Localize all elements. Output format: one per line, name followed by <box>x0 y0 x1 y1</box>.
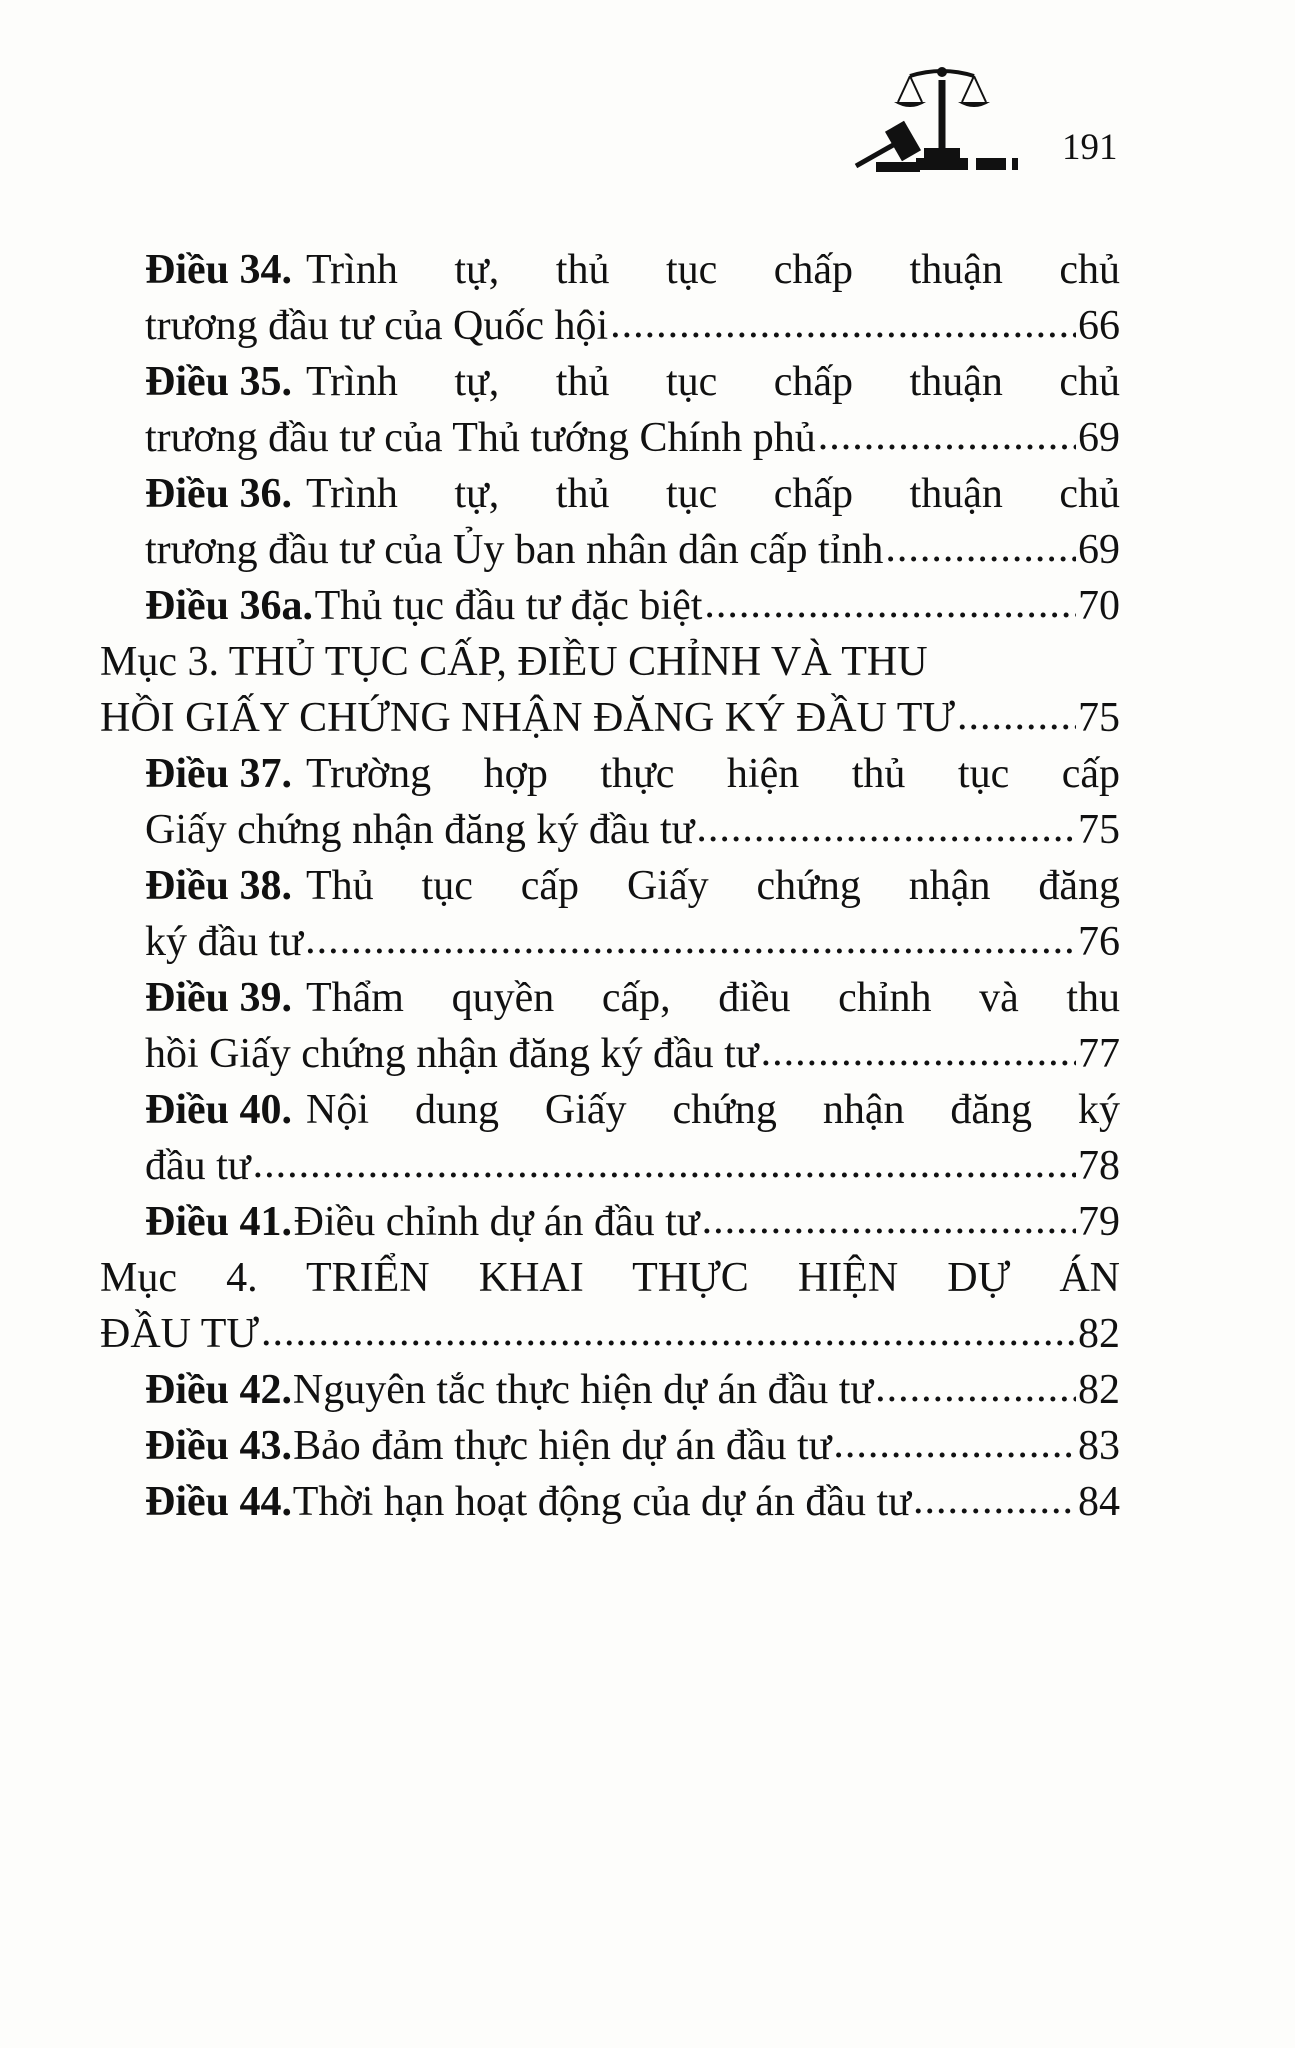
toc-entry-dieu-36-cont[interactable] <box>145 520 1120 580</box>
toc-entry-title: Bảo đảm thực hiện dự án đầu tư <box>293 1423 832 1469</box>
toc-entry-title: ký đầu tư <box>145 919 304 965</box>
toc-section-title: Mục 4. TRIỂN KHAI THỰC HIỆN DỰ ÁN <box>100 1255 1120 1301</box>
toc-entry-title: Giấy chứng nhận đăng ký đầu tư <box>145 807 695 853</box>
toc-entry-title: Điều chỉnh dự án đầu tư <box>293 1199 700 1245</box>
toc-entry-dieu-40-cont[interactable] <box>145 1136 1120 1196</box>
toc-entry-label: Điều 37. <box>145 751 292 797</box>
toc-entry-title: Trình tự, thủ tục chấp thuận chủ <box>306 471 1120 517</box>
toc-entry-dieu-41[interactable] <box>145 1192 1120 1252</box>
dot-leader <box>761 1022 1076 1082</box>
toc-entry-dieu-43[interactable] <box>145 1416 1120 1476</box>
toc-page-number: 78 <box>1078 1143 1120 1189</box>
toc-page-number: 69 <box>1078 415 1120 461</box>
toc-page-number: 66 <box>1078 303 1120 349</box>
dot-leader <box>913 1470 1076 1530</box>
page-number: 191 <box>1062 127 1118 168</box>
toc-page-number: 79 <box>1078 1199 1120 1245</box>
toc-section-muc-4-cont[interactable] <box>100 1304 1120 1364</box>
toc-entry-dieu-39-cont[interactable] <box>145 1024 1120 1084</box>
dot-leader <box>885 518 1076 578</box>
toc-entry-dieu-36[interactable] <box>145 464 1120 524</box>
toc-section-title: HỒI GIẤY CHỨNG NHẬN ĐĂNG KÝ ĐẦU TƯ <box>100 695 955 741</box>
toc-entry-title: Trình tự, thủ tục chấp thuận chủ <box>306 247 1120 293</box>
toc-entry-label: Điều 41. <box>145 1199 292 1245</box>
toc-page-number: 77 <box>1078 1031 1120 1077</box>
toc-section-muc-3-cont[interactable] <box>100 688 1120 748</box>
toc-entry-title: Trình tự, thủ tục chấp thuận chủ <box>306 359 1120 405</box>
toc-entry-title: Nguyên tắc thực hiện dự án đầu tư <box>292 1367 874 1413</box>
toc-page-number: 70 <box>1078 583 1120 629</box>
toc-entry-dieu-37[interactable] <box>145 744 1120 804</box>
toc-page-number: 84 <box>1078 1479 1120 1525</box>
toc-entry-label: Điều 35. <box>145 359 292 405</box>
toc-entry-dieu-38[interactable] <box>145 856 1120 916</box>
toc-entry-label: Điều 40. <box>145 1087 292 1133</box>
toc-page-number: 75 <box>1078 695 1120 741</box>
toc-entry-dieu-40[interactable] <box>145 1080 1120 1140</box>
toc-entry-title: trương đầu tư của Quốc hội <box>145 303 609 349</box>
toc-entry-dieu-36a[interactable] <box>145 576 1120 636</box>
toc-entry-title: Thời hạn hoạt động của dự án đầu tư <box>292 1479 911 1525</box>
toc-entry-dieu-34[interactable] <box>145 240 1120 300</box>
scales-and-gavel-icon <box>850 62 1035 177</box>
toc-section-muc-4[interactable] <box>100 1248 1120 1308</box>
toc-entry-label: Điều 44. <box>145 1479 292 1525</box>
toc-page-number: 75 <box>1078 807 1120 853</box>
toc-entry-label: Điều 42. <box>145 1367 292 1413</box>
toc-entry-label: Điều 39. <box>145 975 292 1021</box>
toc-entry-label: Điều 36. <box>145 471 292 517</box>
toc-entry-title: Thẩm quyền cấp, điều chỉnh và thu <box>306 975 1120 1021</box>
toc-entry-label: Điều 38. <box>145 863 292 909</box>
toc-page-number: 83 <box>1078 1423 1120 1469</box>
toc-entry-title: trương đầu tư của Ủy ban nhân dân cấp tỉnh <box>145 527 884 573</box>
dot-leader <box>696 798 1076 858</box>
dot-leader <box>818 406 1076 466</box>
toc-entry-dieu-44[interactable] <box>145 1472 1120 1532</box>
toc-entry-dieu-42[interactable] <box>145 1360 1120 1420</box>
toc-entry-label: Điều 34. <box>145 247 292 293</box>
toc-page-number: 76 <box>1078 919 1120 965</box>
dot-leader <box>305 910 1076 970</box>
toc-section-title: ĐẦU TƯ <box>100 1311 259 1357</box>
toc-entry-dieu-35-cont[interactable] <box>145 408 1120 468</box>
toc-entry-dieu-39[interactable] <box>145 968 1120 1028</box>
dot-leader <box>702 1190 1076 1250</box>
dot-leader <box>833 1414 1076 1474</box>
toc-entry-title: Thủ tục đầu tư đặc biệt <box>314 583 703 629</box>
dot-leader <box>875 1358 1076 1418</box>
dot-leader <box>704 574 1076 634</box>
toc-entry-title: hồi Giấy chứng nhận đăng ký đầu tư <box>145 1031 759 1077</box>
toc-entry-title: Thủ tục cấp Giấy chứng nhận đăng <box>306 863 1120 909</box>
toc-entry-title: Trường hợp thực hiện thủ tục cấp <box>306 751 1120 797</box>
dot-leader <box>610 294 1076 354</box>
toc-entry-title: đầu tư <box>145 1143 251 1189</box>
toc-entry-dieu-34-cont[interactable] <box>145 296 1120 356</box>
dot-leader <box>261 1302 1076 1362</box>
dot-leader <box>253 1134 1076 1194</box>
toc-section-muc-3[interactable] <box>100 632 1120 692</box>
toc-entry-dieu-37-cont[interactable] <box>145 800 1120 860</box>
toc-entry-label: Điều 43. <box>145 1423 292 1469</box>
toc-entry-dieu-35[interactable] <box>145 352 1120 412</box>
toc-section-title: Mục 3. THỦ TỤC CẤP, ĐIỀU CHỈNH VÀ THU <box>100 639 928 685</box>
dot-leader <box>957 686 1076 746</box>
toc-entry-title: Nội dung Giấy chứng nhận đăng ký <box>306 1087 1120 1133</box>
toc-entry-dieu-38-cont[interactable] <box>145 912 1120 972</box>
toc-page-number: 82 <box>1078 1311 1120 1357</box>
toc-page-number: 82 <box>1078 1367 1120 1413</box>
toc-entry-label: Điều 36a. <box>145 583 313 629</box>
toc-page-number: 69 <box>1078 527 1120 573</box>
toc-entry-title: trương đầu tư của Thủ tướng Chính phủ <box>145 415 816 461</box>
